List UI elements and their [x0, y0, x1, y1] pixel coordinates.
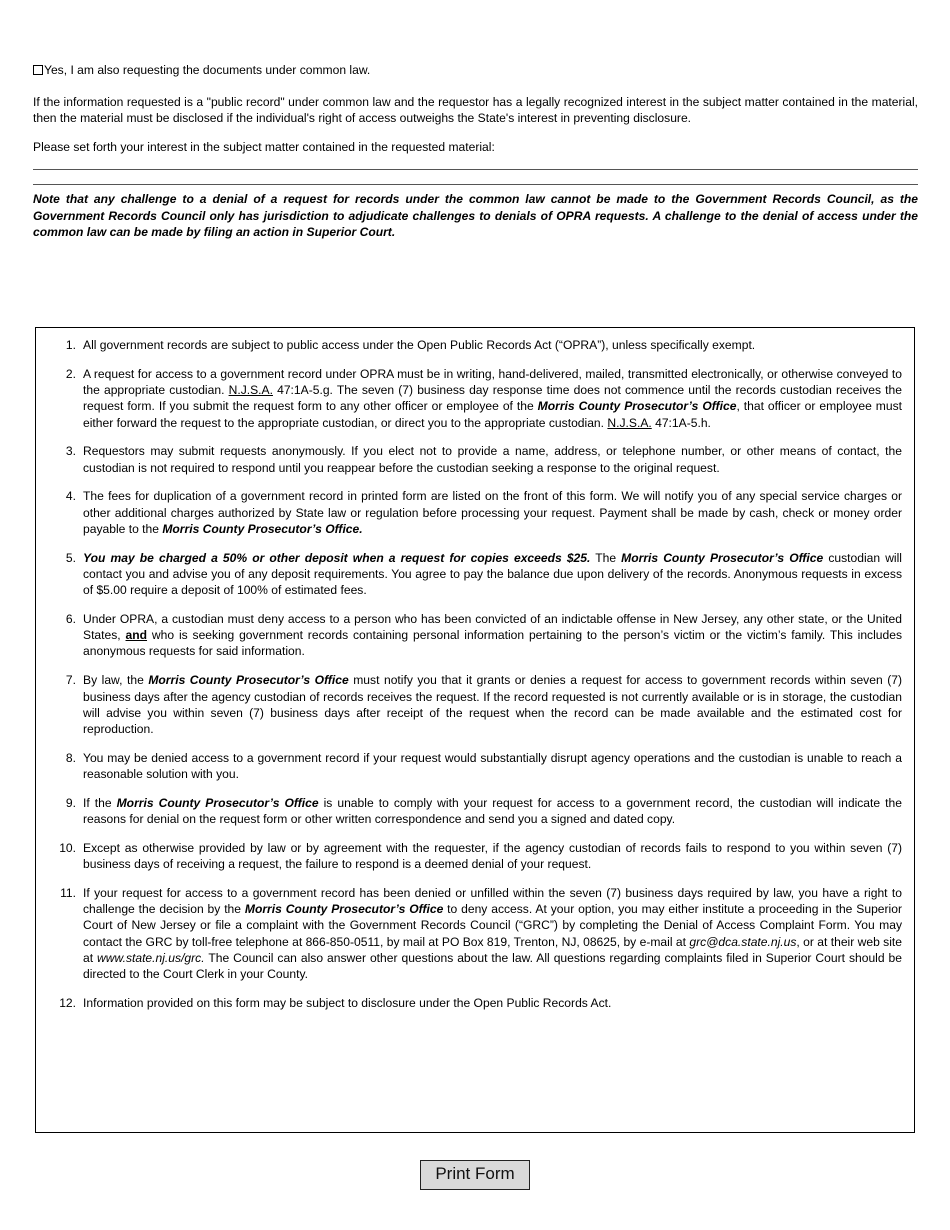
rule-item	[46, 443, 902, 476]
interest-input-line-2[interactable]	[33, 184, 918, 185]
rule-item	[46, 366, 902, 431]
rule-text	[83, 489, 902, 536]
rule-text-segment: custodian will contact you and advise you of any deposit requirements. You agree to pay the balance due upon delivery of the records. Anonymous requests in excess of $5.00 require a deposit of 100% of estimated fees.	[83, 550, 902, 598]
rule-text-segment: www.state.nj.us/grc.	[97, 950, 205, 965]
rule-item	[46, 672, 902, 737]
rule-number: 9.	[65, 795, 76, 810]
rule-item	[46, 885, 902, 983]
rule-text: Except as otherwise provided by law or by agreement with the requester, if the agency custodian of records fails to respond to you within seven (7) business days of receiving a request, the failure to respond is a deemed denial of your request.	[83, 840, 902, 872]
rule-text-segment: Under OPRA, a custodian must deny access to a person who has been convicted of an indictable offense in New Jersey, any other state, or the United States,	[83, 611, 902, 643]
interest-prompt: Please set forth your interest in the subject matter contained in the requested material:	[33, 140, 495, 155]
rule-number: 2.	[65, 366, 76, 381]
rule-text-segment: who is seeking government records containing personal information pertaining to the person’s victim or the victim’s family. This includes anonymous requests for said information.	[83, 628, 902, 659]
rule-item	[46, 995, 902, 1011]
rule-number: 8.	[65, 750, 76, 765]
rule-item	[46, 611, 902, 660]
rule-text	[83, 551, 902, 598]
rule-text-segment: N.J.S.A.	[228, 383, 273, 398]
rule-text-segment: , that officer or employee must either forward the request to the appropriate custodian, or direct you to the appropriate custodian.	[83, 399, 902, 430]
rule-number: 5.	[65, 550, 76, 565]
common-law-checkbox-row[interactable]	[33, 63, 918, 78]
rule-text-segment: The Council can also answer other questions about the law. All questions regarding complaints filed in Superior Court should be directed to the Court Clerk in your County.	[83, 950, 902, 982]
common-law-explanation: If the information requested is a "public record" under common law and the requestor has a legally recognized interest in the subject matter contained in the material, then the material must be disclosed if the individual's right of access outweighs the State's interest in preventing disclosure.	[33, 94, 918, 125]
interest-input-line-1[interactable]	[33, 169, 918, 170]
rule-text-segment: Morris County Prosecutor’s Office	[148, 673, 349, 688]
rule-text-segment: and	[125, 628, 148, 643]
rule-text-segment: 47:1A-5.g. The seven (7) business day response time does not commence until the records custodian receives the request form. If you submit the request form to any other officer or employee of the	[83, 383, 902, 414]
rule-text: You may be denied access to a government record if your request would substantially disrupt agency operations and the custodian is unable to reach a reasonable solution with you.	[83, 750, 902, 782]
spacer	[33, 80, 918, 94]
rule-text-segment: Morris County Prosecutor’s Office.	[162, 521, 363, 536]
rule-text-segment: is unable to comply with your request for access to a government record, the custodian will indicate the reasons for denial on the request form or other written correspondence and send you a signed and dated copy.	[83, 795, 902, 827]
rule-text	[83, 673, 902, 736]
rule-text: All government records are subject to public access under the Open Public Records Act (“OPRA”), unless specifically exempt.	[83, 338, 756, 352]
rule-number: 12.	[59, 996, 76, 1010]
rule-text-segment: The	[590, 550, 622, 565]
common-law-section	[33, 63, 918, 240]
common-law-note: Note that any challenge to a denial of a request for records under the common law cannot be made to the Government Records Council, as the Government Records Council only has jurisdiction to adjudicate challenges to denials of OPRA requests. A challenge to the denial of access under the common law can be made by filing an action in Superior Court.	[33, 192, 918, 239]
rule-text-segment: , or at their web site at	[83, 934, 903, 965]
rule-text-segment: The fees for duplication of a government record in printed form are listed on the front of this form. We will notify you of any special service charges or other additional charges authorized by State law or regulation before processing your request. Payment shall be made by cash, check or money order payable to the	[83, 489, 902, 536]
print-form-button[interactable]: Print Form	[420, 1160, 529, 1190]
checkbox-icon[interactable]	[33, 65, 43, 75]
requestor-rights-box	[35, 327, 915, 1133]
rule-text	[83, 367, 902, 430]
rule-number: 4.	[65, 489, 76, 504]
rules-list	[46, 337, 902, 1011]
rule-number: 6.	[65, 611, 76, 626]
rule-number: 10.	[59, 840, 76, 855]
rule-item	[46, 840, 902, 873]
rule-text-segment: A request for access to a government record under OPRA must be in writing, hand-delivered, mailed, transmitted electronically, or otherwise conveyed to the appropriate custodian.	[83, 366, 902, 398]
rule-item	[46, 337, 902, 353]
rule-text-segment: If your request for access to a government record has been denied or unfilled within the seven (7) business days required by law, you have a right to challenge the decision by the	[83, 885, 902, 917]
rule-text-segment: Morris County Prosecutor’s Office	[537, 399, 737, 414]
rule-text-segment: Morris County Prosecutor’s Office	[244, 902, 444, 917]
rule-text-segment: Morris County Prosecutor’s Office	[621, 550, 824, 565]
rule-text	[83, 886, 902, 981]
print-button-area	[0, 1160, 950, 1190]
rule-text: Requestors may submit requests anonymously. If you elect not to provide a name, address, or telephone number, or other means of contact, the custodian is not required to respond until you reappear before the custodian seeking a response to the original request.	[83, 444, 902, 475]
rule-text-segment: By law, the	[83, 673, 149, 688]
rule-text-segment: 47:1A-5.h.	[651, 415, 711, 430]
rule-text-segment: Morris County Prosecutor’s Office	[116, 795, 319, 810]
rule-number: 3.	[65, 444, 76, 459]
rule-item	[46, 550, 902, 599]
rule-text: Information provided on this form may be subject to disclosure under the Open Public Records Act.	[83, 996, 612, 1010]
rule-text-segment: to deny access. At your option, you may either institute a proceeding in the Superior Court of New Jersey or file a complaint with the Government Records Council (“GRC”) by completing the Denial of Access Complaint Form. You may contact the GRC by toll-free telephone at 866-850-0511, by mail at PO Box 819, Trenton, NJ, 08625, by e-mail at	[83, 902, 902, 949]
rule-item	[46, 795, 902, 828]
rule-text-segment: grc@dca.state.nj.us	[689, 934, 797, 949]
rule-text-segment: must notify you that it grants or denies a request for access to government records within seven (7) business days after the agency custodian of records receives the request. If the record requested is not currently available or is in storage, the custodian will advise you within seven (7) business days after receipt of the request when the record can be made available and the estimated cost for reproduction.	[83, 673, 902, 737]
rule-number: 7.	[65, 673, 76, 688]
rule-text	[83, 612, 902, 659]
rule-item	[46, 750, 902, 783]
spacer	[33, 126, 918, 139]
rule-text	[83, 796, 902, 826]
rule-number: 11.	[60, 885, 76, 900]
rule-item	[46, 488, 902, 537]
rule-text-segment: You may be charged a 50% or other deposit when a request for copies exceeds $25.	[83, 550, 591, 565]
common-law-checkbox-label: Yes, I am also requesting the documents under common law.	[44, 63, 371, 77]
rule-number: 1.	[65, 338, 76, 352]
rule-text-segment: N.J.S.A.	[607, 415, 652, 430]
rule-text-segment: If the	[83, 795, 117, 810]
